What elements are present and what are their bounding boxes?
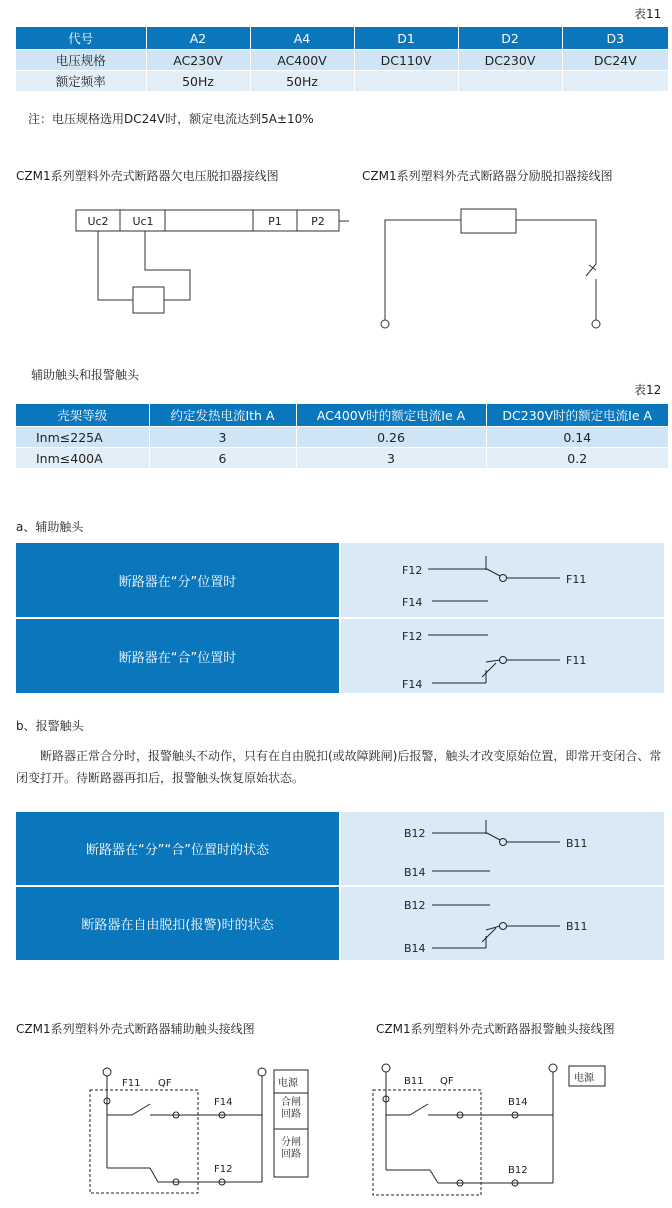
table-cell: 6 (149, 448, 296, 469)
aux-state-open-label: 断路器在“分”位置时 (118, 574, 237, 590)
alarm-contact-symbols (341, 812, 664, 962)
table-cell (354, 71, 458, 92)
table11-header: D3 (562, 27, 668, 50)
table-cell (458, 71, 562, 92)
alarm-label-b11-b: B11 (566, 920, 588, 933)
terminal-uc1: Uc1 (132, 215, 154, 228)
aux-state-open (16, 543, 339, 617)
aux-wiring-title: CZM1系列塑料外壳式断路器辅助触头接线图 (16, 1022, 255, 1036)
aux-wiring-label-f11: F11 (122, 1078, 141, 1089)
alarm-label-b14-a: B14 (404, 866, 426, 879)
aux-contact-heading: a、辅助触头 (16, 520, 84, 534)
aux-label-f11-a: F11 (566, 573, 587, 586)
table-cell: 0.26 (296, 427, 486, 448)
aux-contact-symbols (341, 543, 664, 693)
alarm-label-b12-b: B12 (404, 899, 426, 912)
aux-label-f12-b: F12 (402, 630, 423, 643)
table-cell: Inm≤225A (16, 427, 149, 448)
terminal-p2: P2 (311, 215, 325, 228)
alarm-state-normal-label: 断路器在“分”“合”位置时的状态 (86, 843, 269, 858)
aux-label-f11-b: F11 (566, 654, 587, 667)
undervoltage-title: CZM1系列塑料外壳式断路器欠电压脱扣器接线图 (16, 169, 279, 183)
alarm-wiring-label-qf: QF (440, 1076, 454, 1087)
aux-wiring-label-f14: F14 (214, 1097, 233, 1108)
alarm-wiring-label-b14: B14 (508, 1097, 528, 1108)
table-cell: AC400V (250, 50, 354, 71)
table-cell: 额定频率 (16, 71, 146, 92)
aux-label-f14-b: F14 (402, 678, 423, 691)
table12-header: 壳架等级 (16, 404, 149, 427)
section-aux-alarm-title: 辅助触头和报警触头 (31, 368, 140, 382)
table12 (16, 404, 668, 468)
alarm-state-tripped (16, 887, 339, 960)
table-cell: DC24V (562, 50, 668, 71)
shunt-title: CZM1系列塑料外壳式断路器分励脱扣器接线图 (362, 169, 613, 183)
alarm-state-normal (16, 812, 339, 885)
table11-label: 表11 (634, 7, 662, 21)
aux-state-closed (16, 619, 339, 693)
note: 注：电压规格选用DC24V时，额定电流达到5A±10% (28, 112, 314, 126)
table12-label: 表12 (634, 383, 662, 397)
terminal-p1: P1 (268, 215, 282, 228)
alarm-paragraph: 断路器正常合分时，报警触头不动作，只有在自由脱扣(或故障跳闸)后报警，触头才改变原始位置，即常开变闭合、常闭变打开。待断路器再扣后，报警触头恢复原始状态。 (16, 749, 662, 785)
legend-closing-circuit: 合闸回路 (281, 1097, 301, 1120)
alarm-wiring-label-b11: B11 (404, 1076, 424, 1087)
table-row (16, 50, 668, 71)
alarm-legend-power: 电源 (574, 1073, 594, 1084)
terminal-uc2: Uc2 (87, 215, 109, 228)
alarm-contact-heading: b、报警触头 (16, 719, 84, 733)
table11-header: D2 (458, 27, 562, 50)
aux-wiring-diagram (60, 1050, 320, 1200)
table-cell: Inm≤400A (16, 448, 149, 469)
aux-label-f14-a: F14 (402, 596, 423, 609)
alarm-wiring-label-b12: B12 (508, 1165, 528, 1176)
alarm-label-b11-a: B11 (566, 837, 588, 850)
table-cell: AC230V (146, 50, 250, 71)
alarm-wiring-title: CZM1系列塑料外壳式断路器报警触头接线图 (376, 1022, 615, 1036)
table12-header-row (16, 404, 668, 427)
aux-state-closed-label: 断路器在“合”位置时 (118, 650, 237, 666)
alarm-label-b12-a: B12 (404, 827, 426, 840)
aux-label-f12-a: F12 (402, 564, 423, 577)
alarm-state-tripped-label: 断路器在自由脱扣(报警)时的状态 (81, 918, 274, 933)
aux-wiring-label-f12: F12 (214, 1164, 233, 1175)
table-cell: DC230V (458, 50, 562, 71)
table-cell: 0.14 (486, 427, 668, 448)
legend-opening-circuit: 分闸回路 (281, 1137, 301, 1160)
table12-header: AC400V时的额定电流Ie A (296, 404, 486, 427)
table-cell: 3 (149, 427, 296, 448)
table11-header-row (16, 27, 668, 50)
table11 (16, 27, 668, 91)
table11-header: D1 (354, 27, 458, 50)
alarm-label-b14-b: B14 (404, 942, 426, 955)
aux-wiring-label-qf: QF (158, 1078, 172, 1089)
table-row (16, 427, 668, 448)
table-cell: 50Hz (146, 71, 250, 92)
table12-header: 约定发热电流Ith A (149, 404, 296, 427)
legend-power: 电源 (278, 1078, 298, 1089)
undervoltage-wiring-diagram (0, 195, 672, 340)
table-cell (562, 71, 668, 92)
table-cell: 3 (296, 448, 486, 469)
table-cell: 0.2 (486, 448, 668, 469)
table11-header: A2 (146, 27, 250, 50)
table-row (16, 448, 668, 469)
table-cell: DC110V (354, 50, 458, 71)
table-cell: 电压规格 (16, 50, 146, 71)
table11-header: A4 (250, 27, 354, 50)
table12-header: DC230V时的额定电流Ie A (486, 404, 668, 427)
alarm-wiring-diagram (360, 1050, 620, 1200)
table-cell: 50Hz (250, 71, 354, 92)
table11-header: 代号 (16, 27, 146, 50)
table-row (16, 71, 668, 92)
